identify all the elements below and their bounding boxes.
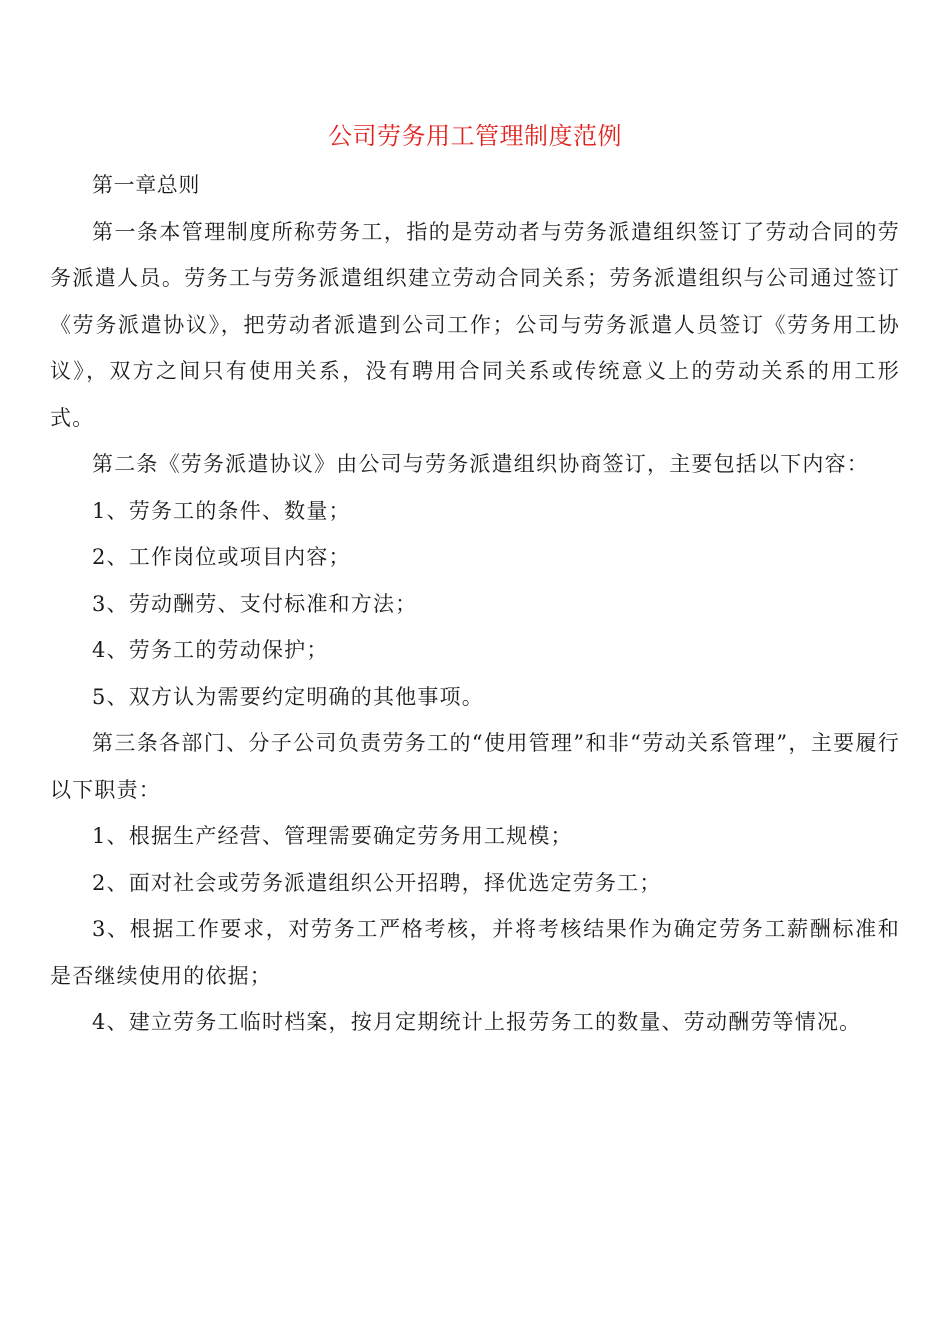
article-2: 第二条《劳务派遣协议》由公司与劳务派遣组织协商签订，主要包括以下内容： (92, 452, 869, 476)
article-3-item-1: 1、根据生产经营、管理需要确定劳务用工规模； (92, 824, 573, 848)
article-2-item-1: 1、劳务工的条件、数量； (92, 498, 351, 523)
article-3: 第三条各部门、分子公司负责劳务工的“使用管理”和非“劳动关系管理”，主要履行以下职责： (50, 731, 900, 802)
article-2-item-2: 2、工作岗位或项目内容； (92, 545, 351, 569)
article-1: 第一条本管理制度所称劳务工，指的是劳动者与劳务派遣组织签订了劳动合同的劳务派遣人员。劳务工与劳务派遣组织建立劳动合同关系；劳务派遣组织与公司通过签订《劳务派遣协议》，把劳动者派遣到公司工作；公司与劳务派遣人员签订《劳务用工协议》，双方之间只有使用关系，没有聘用合同关系或传统意义上的劳动关系的用工形式。 (50, 219, 900, 430)
document-title: 公司劳务用工管理制度范例 (328, 122, 622, 150)
document-body (50, 162, 900, 1046)
article-2-item-4: 4、劳务工的劳动保护； (92, 638, 329, 662)
article-2-item-3: 3、劳动酬劳、支付标准和方法； (92, 591, 418, 616)
article-2-item-5: 5、双方认为需要约定明确的其他事项。 (92, 684, 484, 709)
chapter-heading: 第一章总则 (92, 173, 200, 197)
article-3-item-4: 4、建立劳务工临时档案，按月定期统计上报劳务工的数量、劳动酬劳等情况。 (92, 1010, 862, 1034)
article-3-item-3: 3、根据工作要求，对劳务工严格考核，并将考核结果作为确定劳务工薪酬标准和是否继续使用的依据； (50, 917, 900, 988)
article-3-item-2: 2、面对社会或劳务派遣组织公开招聘，择优选定劳务工； (92, 870, 662, 895)
